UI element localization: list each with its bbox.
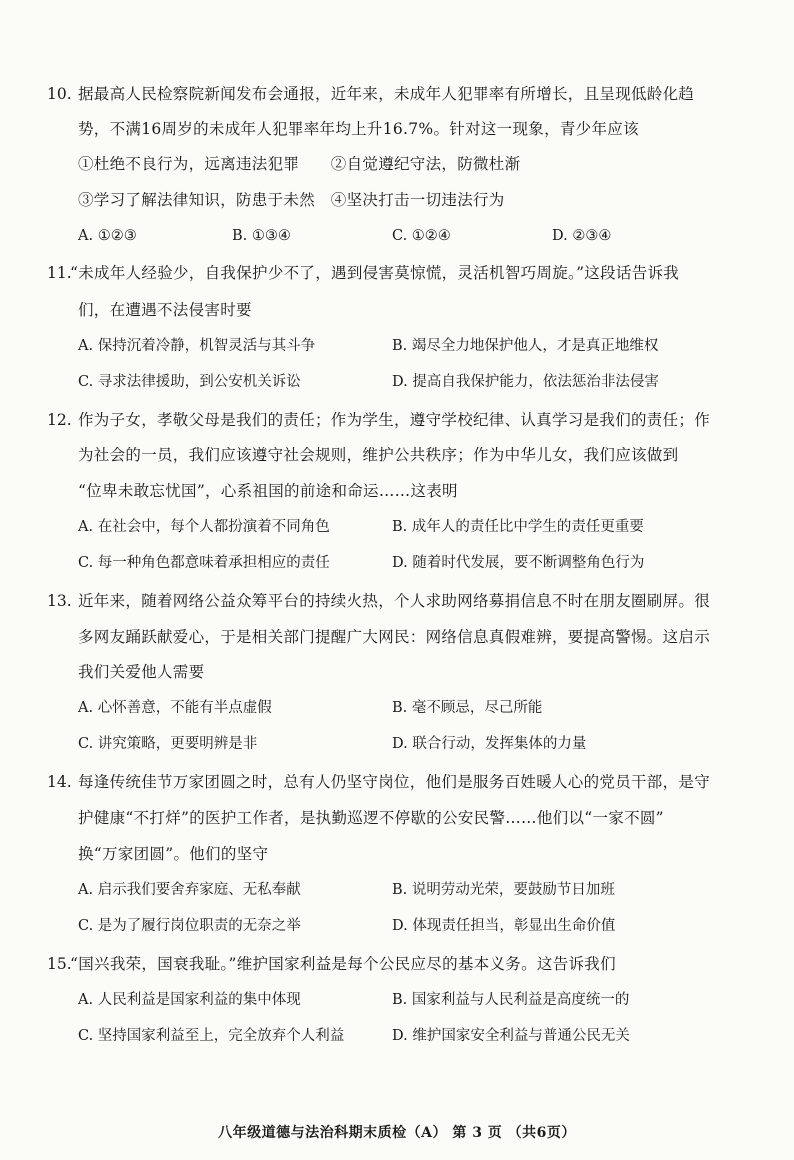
question-number: 15. xyxy=(47,955,72,973)
question-text: 势，不满16周岁的未成年人犯罪率年均上升16.7%。针对这一现象，青少年应该 xyxy=(78,120,639,138)
option-d: D. 提高自我保护能力，依法惩治非法侵害 xyxy=(392,374,659,390)
question-text: 我们关爱他人需要 xyxy=(78,663,205,681)
option-a: A. 人民利益是国家利益的集中体现 xyxy=(78,992,301,1008)
option-c: C. 每一种角色都意味着承担相应的责任 xyxy=(78,555,330,571)
option-d: D. 联合行动，发挥集体的力量 xyxy=(392,736,587,752)
question-text: “位卑未敢忘忧国”，心系祖国的前途和命运……这表明 xyxy=(78,482,458,500)
option-b: B. 说明劳动光荣，要鼓励节日加班 xyxy=(392,882,615,898)
question-text: 作为子女，孝敬父母是我们的责任；作为学生，遵守学校纪律、认真学习是我们的责任；作 xyxy=(78,411,711,429)
option-d: D. ②③④ xyxy=(552,228,612,244)
question-text: 每逢传统佳节万家团圆之时，总有人仍坚守岗位，他们是服务百姓暖人心的党员干部，是守 xyxy=(78,773,711,791)
question-text: 们，在遭遇不法侵害时要 xyxy=(78,301,252,319)
option-b: B. ①③④ xyxy=(232,228,291,244)
question-text: 为社会的一员，我们应该遵守社会规则，维护公共秩序；作为中华儿女，我们应该做到 xyxy=(78,446,679,464)
statement-line: ③学习了解法律知识，防患于未然 ④坚决打击一切违法行为 xyxy=(78,191,505,209)
option-b: B. 竭尽全力地保护他人，才是真正地维权 xyxy=(392,338,659,354)
question-text: 近年来，随着网络公益众筹平台的持续火热，个人求助网络募捐信息不时在朋友圈刷屏。很 xyxy=(78,592,711,610)
option-d: D. 维护国家安全利益与普通公民无关 xyxy=(392,1028,630,1044)
option-a: A. 启示我们要舍弃家庭、无私奉献 xyxy=(78,882,301,898)
question-number: 11. xyxy=(47,264,72,282)
option-b: B. 成年人的责任比中学生的责任更重要 xyxy=(392,519,644,535)
question-text: “未成年人经验少，自我保护少不了，遇到侵害莫惊慌，灵活机智巧周旋。”这段话告诉我 xyxy=(70,264,680,282)
question-text: 护健康“不打烊”的医护工作者，是执勤巡逻不停歇的公安民警……他们以“一家不圆” xyxy=(78,809,664,827)
question-number: 12. xyxy=(47,411,72,429)
question-number: 14. xyxy=(47,773,72,791)
question-text: “国兴我荣，国衰我耻。”维护国家利益是每个公民应尽的基本义务。这告诉我们 xyxy=(70,955,616,973)
question-number: 10. xyxy=(47,85,72,103)
question-number: 13. xyxy=(47,592,72,610)
option-d: D. 随着时代发展，要不断调整角色行为 xyxy=(392,555,645,571)
option-c: C. ①②④ xyxy=(392,228,451,244)
option-d: D. 体现责任担当，彰显出生命价值 xyxy=(392,918,616,934)
question-text: 换“万家团圆”。他们的坚守 xyxy=(78,845,269,863)
option-c: C. 坚持国家利益至上，完全放弃个人利益 xyxy=(78,1028,345,1044)
statement-line: ①杜绝不良行为，远离违法犯罪 ②自觉遵纪守法，防微杜渐 xyxy=(78,155,521,173)
option-a: A. 保持沉着冷静，机智灵活与其斗争 xyxy=(78,338,316,354)
option-a: A. ①②③ xyxy=(78,228,137,244)
option-c: C. 寻求法律援助，到公安机关诉讼 xyxy=(78,374,301,390)
option-c: C. 讲究策略，更要明辨是非 xyxy=(78,736,258,752)
option-a: A. 心怀善意，不能有半点虚假 xyxy=(78,700,272,716)
option-b: B. 国家利益与人民利益是高度统一的 xyxy=(392,992,630,1008)
question-text: 据最高人民检察院新闻发布会通报，近年来，未成年人犯罪率有所增长，且呈现低龄化趋 xyxy=(78,85,695,103)
page-footer: 八年级道德与法治科期末质检（A） 第 3 页 （共6页） xyxy=(218,1125,576,1141)
option-c: C. 是为了履行岗位职责的无奈之举 xyxy=(78,918,301,934)
question-text: 多网友踊跃献爱心，于是相关部门提醒广大网民：网络信息真假难辨，要提高警惕。这启示 xyxy=(78,628,711,646)
option-a: A. 在社会中，每个人都扮演着不同角色 xyxy=(78,519,330,535)
option-b: B. 毫不顾忌，尽己所能 xyxy=(392,700,543,716)
